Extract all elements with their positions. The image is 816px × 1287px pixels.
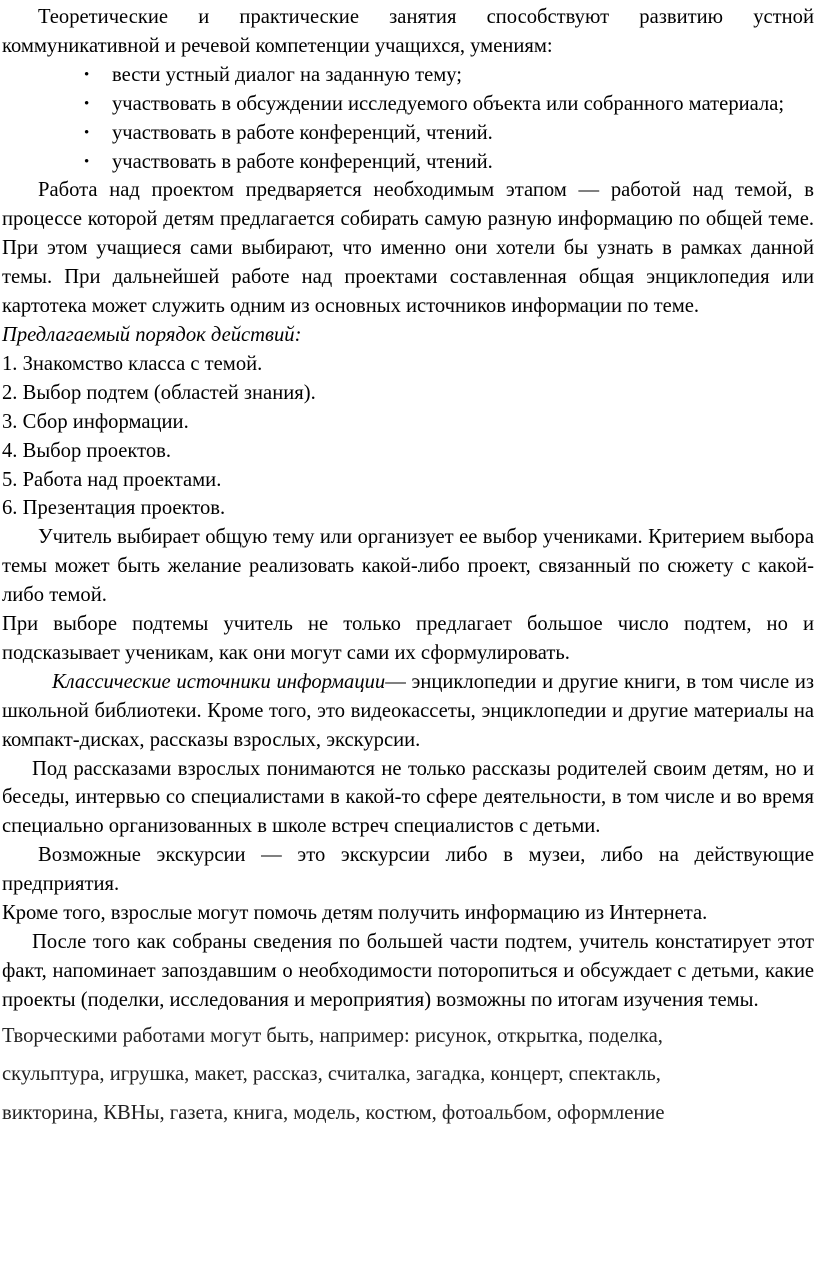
order-heading: Предлагаемый порядок действий:: [2, 323, 302, 346]
paragraph-creative-works: [2, 1017, 814, 1133]
paragraph-project-work: Работа над проектом предваряется необходимым этапом — работой над темой, в процессе которой детям предлагается собирать самую разную информацию по общей теме. При этом учащиеся сами выбирают, что именно они хотели бы узнать в рамках данной темы. При дальнейшей работе над проектами составленная общая энциклопедия или картотека может служить одним из основных источников информации по теме.: [2, 179, 814, 318]
paragraph-topic-choice: Учитель выбирает общую тему или организует ее выбор учениками. Критерием выбора темы может быть желание реализовать какой-либо проект, связанный по сюжету с какой-либо темой.: [2, 526, 814, 607]
list-item: 3. Сбор информации.: [2, 410, 189, 433]
bullet-icon: •: [84, 124, 90, 141]
paragraph-adult-stories: Под рассказами взрослых понимаются не только рассказы родителей своим детям, но и беседы, интервью со специалистами в какой-то сфере деятельности, в том числе и во время специально организованных в школе встреч специалистов с детьми.: [2, 757, 814, 838]
paragraph-intro: Теоретические и практические занятия способствуют развитию устной коммуникативной и речевой компетенции учащихся, умениям:: [2, 6, 814, 57]
bullet-icon: •: [84, 95, 90, 112]
text-line: викторина, КВНы, газета, книга, модель, костюм, фотоальбом, оформление: [2, 1101, 665, 1124]
paragraph-info-sources: Классические источники информации— энциклопедии и другие книги, в том числе из школьной библиотеки. Кроме того, это видеокассеты, энциклопедии и другие материалы на компакт-дисках, рассказы взрослых, экскурсии.: [2, 670, 814, 751]
list-item: 2. Выбор подтем (областей знания).: [2, 381, 316, 404]
bullet-icon: •: [84, 153, 90, 170]
list-item: 5. Работа над проектами.: [2, 468, 222, 491]
paragraph-excursions: Возможные экскурсии — это экскурсии либо в музеи, либо на действующие предприятия.: [2, 844, 814, 896]
text-line: скульптура, игрушка, макет, рассказ, считалка, загадка, концерт, спектакль,: [2, 1063, 661, 1086]
steps-list: [2, 350, 814, 523]
paragraph-after-collection: После того как собраны сведения по большей части подтем, учитель констатирует этот факт, напоминает запоздавшим о необходимости поторопиться и обсуждает с детьми, какие проекты (поделки, исследования и мероприятия) возможны по итогам изучения темы.: [2, 931, 814, 1011]
info-sources-term: Классические источники информации: [52, 670, 386, 693]
list-item: 4. Выбор проектов.: [2, 439, 172, 462]
list-item: • участвовать в работе конференций, чтений.: [2, 148, 814, 177]
list-item: 6. Презентация проектов.: [2, 497, 226, 520]
list-item: • участвовать в работе конференций, чтений.: [2, 119, 814, 148]
text-line: Творческими работами могут быть, например: рисунок, открытка, поделка,: [2, 1024, 663, 1047]
list-item: • участвовать в обсуждении исследуемого объекта или собранного материала;: [2, 90, 814, 119]
list-item: • вести устный диалог на заданную тему;: [2, 61, 814, 90]
bullet-icon: •: [84, 66, 90, 83]
paragraph-internet: Кроме того, взрослые могут помочь детям получить информацию из Интернета.: [2, 902, 708, 925]
paragraph-subtopic-choice: При выборе подтемы учитель не только предлагает большое число подтем, но и подсказывает ученикам, как они могут сами их сформулировать.: [2, 613, 814, 664]
skills-list: [2, 61, 814, 177]
list-item: 1. Знакомство класса с темой.: [2, 352, 263, 375]
